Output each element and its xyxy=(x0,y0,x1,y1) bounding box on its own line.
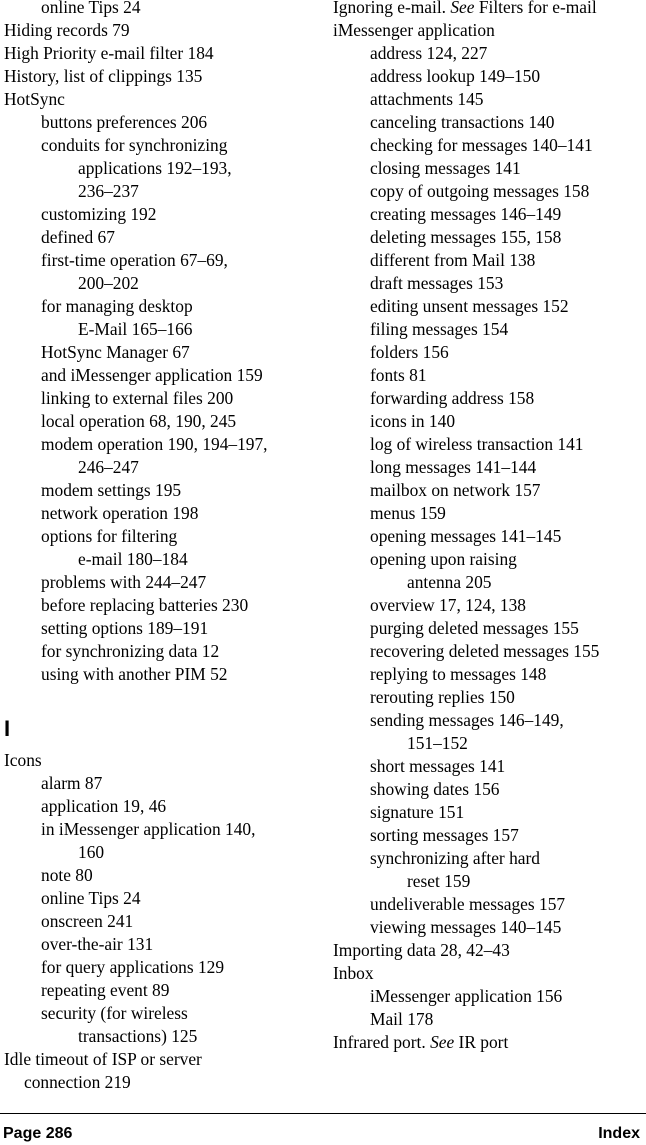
index-entry: undeliverable messages 157 xyxy=(370,894,566,914)
index-entry: iMessenger application 156 xyxy=(370,986,563,1006)
index-entry: Importing data 28, 42–43 xyxy=(333,940,510,960)
index-entry: synchronizing after hard xyxy=(370,848,540,868)
index-entry: alarm 87 xyxy=(41,773,103,793)
index-entry: Icons xyxy=(4,750,42,770)
index-entry: online Tips 24 xyxy=(41,888,141,908)
index-entry: mailbox on network 157 xyxy=(370,480,541,500)
index-entry: High Priority e-mail filter 184 xyxy=(4,43,214,63)
index-entry: copy of outgoing messages 158 xyxy=(370,181,590,201)
index-entry: Mail 178 xyxy=(370,1009,434,1029)
index-entry: attachments 145 xyxy=(370,89,484,109)
footer-page-number: Page 286 xyxy=(3,1125,73,1142)
index-entry: menus 159 xyxy=(370,503,446,523)
index-entry: Hiding records 79 xyxy=(4,20,130,40)
index-entry: canceling transactions 140 xyxy=(370,112,555,132)
index-entry: and iMessenger application 159 xyxy=(41,365,263,385)
index-entry: over-the-air 131 xyxy=(41,934,154,954)
index-entry: linking to external files 200 xyxy=(41,388,234,408)
index-entry: sorting messages 157 xyxy=(370,825,519,845)
index-entry-cross-reference xyxy=(333,0,646,19)
index-entry: overview 17, 124, 138 xyxy=(370,595,527,615)
index-entry: onscreen 241 xyxy=(41,911,134,931)
index-entry: viewing messages 140–145 xyxy=(370,917,562,937)
index-entry: 236–237 xyxy=(78,181,139,201)
footer-section-title: Index xyxy=(598,1125,640,1142)
entry-text: Filters for e-mail xyxy=(474,0,597,17)
section-spacer xyxy=(4,686,314,709)
index-entry: 151–152 xyxy=(407,733,468,753)
index-entry: for query applications 129 xyxy=(41,957,225,977)
index-entry: creating messages 146–149 xyxy=(370,204,562,224)
index-entry: log of wireless transaction 141 xyxy=(370,434,584,454)
index-entry: first-time operation 67–69, xyxy=(41,250,228,270)
index-entry: rerouting replies 150 xyxy=(370,687,515,707)
index-entry: setting options 189–191 xyxy=(41,618,209,638)
index-entry: HotSync Manager 67 xyxy=(41,342,190,362)
index-entry: E-Mail 165–166 xyxy=(78,319,193,339)
index-entry: security (for wireless xyxy=(41,1003,188,1023)
index-entry: using with another PIM 52 xyxy=(41,664,228,684)
index-entry: in iMessenger application 140, xyxy=(41,819,256,839)
index-entry: Inbox xyxy=(333,963,374,983)
index-entry: Idle timeout of ISP or server xyxy=(4,1049,202,1069)
index-entry: deleting messages 155, 158 xyxy=(370,227,562,247)
index-entry: repeating event 89 xyxy=(41,980,170,1000)
index-entry: folders 156 xyxy=(370,342,449,362)
index-entry: editing unsent messages 152 xyxy=(370,296,569,316)
index-entry: e-mail 180–184 xyxy=(78,549,188,569)
index-entry: online Tips 24 xyxy=(41,0,141,17)
index-entry: filing messages 154 xyxy=(370,319,509,339)
index-entry: defined 67 xyxy=(41,227,115,247)
index-entry: showing dates 156 xyxy=(370,779,500,799)
index-entry: forwarding address 158 xyxy=(370,388,535,408)
index-entry: for managing desktop xyxy=(41,296,193,316)
index-entry: different from Mail 138 xyxy=(370,250,536,270)
index-entry: short messages 141 xyxy=(370,756,506,776)
index-column-left xyxy=(4,0,314,1094)
index-entry: address lookup 149–150 xyxy=(370,66,541,86)
index-entry: connection 219 xyxy=(24,1072,131,1092)
index-entry: applications 192–193, xyxy=(78,158,232,178)
index-entry: closing messages 141 xyxy=(370,158,521,178)
index-entry: draft messages 153 xyxy=(370,273,504,293)
see-reference: See xyxy=(430,1032,455,1052)
index-entry: sending messages 146–149, xyxy=(370,710,564,730)
index-entry: 200–202 xyxy=(78,273,139,293)
index-entry: fonts 81 xyxy=(370,365,427,385)
index-entry: recovering deleted messages 155 xyxy=(370,641,600,661)
index-entry: 160 xyxy=(78,842,105,862)
index-entry: History, list of clippings 135 xyxy=(4,66,203,86)
index-entry: local operation 68, 190, 245 xyxy=(41,411,237,431)
index-entry: options for filtering xyxy=(41,526,178,546)
index-entry: note 80 xyxy=(41,865,93,885)
footer-divider xyxy=(0,1113,646,1114)
index-entry: problems with 244–247 xyxy=(41,572,207,592)
index-entry: application 19, 46 xyxy=(41,796,167,816)
index-entry: 246–247 xyxy=(78,457,139,477)
index-column-right xyxy=(333,0,646,1054)
index-entry: icons in 140 xyxy=(370,411,456,431)
entry-text: Ignoring e-mail. xyxy=(333,0,451,17)
index-entry: antenna 205 xyxy=(407,572,492,592)
index-entry: modem settings 195 xyxy=(41,480,182,500)
entry-text: IR port xyxy=(454,1032,509,1052)
index-entry: iMessenger application xyxy=(333,20,495,40)
index-entry: opening upon raising xyxy=(370,549,517,569)
index-entry: before replacing batteries 230 xyxy=(41,595,249,615)
index-entry: for synchronizing data 12 xyxy=(41,641,220,661)
index-entry: checking for messages 140–141 xyxy=(370,135,593,155)
index-entry: purging deleted messages 155 xyxy=(370,618,579,638)
index-entry: reset 159 xyxy=(407,871,471,891)
index-entry: network operation 198 xyxy=(41,503,199,523)
index-entry: replying to messages 148 xyxy=(370,664,547,684)
index-entry: transactions) 125 xyxy=(78,1026,198,1046)
index-entry: buttons preferences 206 xyxy=(41,112,208,132)
index-entry: opening messages 141–145 xyxy=(370,526,562,546)
index-entry: customizing 192 xyxy=(41,204,157,224)
index-entry: long messages 141–144 xyxy=(370,457,537,477)
index-entry-cross-reference xyxy=(333,1031,646,1054)
index-entry: modem operation 190, 194–197, xyxy=(41,434,268,454)
index-entry: address 124, 227 xyxy=(370,43,488,63)
entry-text: Infrared port. xyxy=(333,1032,431,1052)
section-letter-heading: I xyxy=(4,716,11,741)
see-reference: See xyxy=(450,0,475,17)
index-entry: signature 151 xyxy=(370,802,465,822)
index-entry: conduits for synchronizing xyxy=(41,135,228,155)
index-entry: HotSync xyxy=(4,89,65,109)
